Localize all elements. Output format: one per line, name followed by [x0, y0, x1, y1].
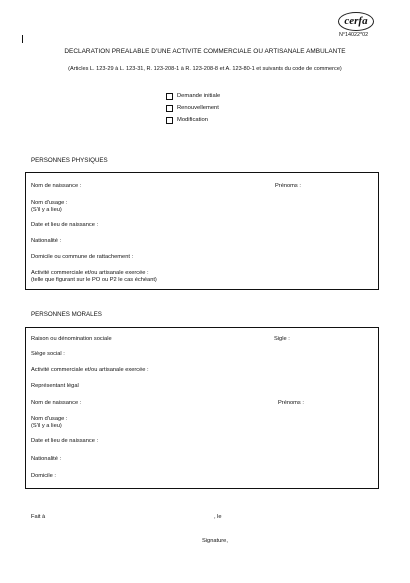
cerfa-logo: cerfa — [338, 12, 374, 31]
field-nationalite[interactable]: Nationalité : — [31, 238, 62, 244]
field-nom-usage[interactable]: Nom d'usage : — [31, 200, 68, 206]
field-nom-naissance[interactable]: Nom de naissance : — [31, 183, 82, 189]
option-label: Renouvellement — [177, 105, 219, 111]
option-renouvellement[interactable] — [166, 105, 219, 113]
option-label: Demande initiale — [177, 93, 221, 99]
section-heading-morales: PERSONNES MORALES — [31, 311, 102, 318]
field-activite[interactable]: Activité commerciale et/ou artisanale exercée : — [31, 270, 149, 276]
field-fait-a[interactable]: Fait à — [31, 514, 46, 520]
field-raison-sociale[interactable]: Raison ou dénomination sociale — [31, 336, 112, 342]
option-modification[interactable] — [166, 117, 208, 125]
field-nom-usage-note: (S'il y a lieu) — [31, 423, 62, 429]
text-cursor — [22, 35, 23, 43]
field-siege-social[interactable]: Siège social : — [31, 351, 65, 357]
field-activite[interactable]: Activité commerciale et/ou artisanale exercée : — [31, 367, 149, 373]
field-nationalite[interactable]: Nationalité : — [31, 456, 62, 462]
field-prenoms[interactable]: Prénoms : — [278, 400, 304, 406]
checkbox[interactable] — [166, 117, 173, 124]
page-title: DECLARATION PREALABLE D'UNE ACTIVITE COMMERCIALE OU ARTISANALE AMBULANTE — [64, 48, 346, 55]
field-representant-legal: Représentant légal — [31, 383, 79, 389]
field-prenoms[interactable]: Prénoms : — [275, 183, 301, 189]
field-domicile[interactable]: Domicile : — [31, 473, 56, 479]
field-nom-usage[interactable]: Nom d'usage : — [31, 416, 68, 422]
page-subtitle: (Articles L. 123-29 à L. 123-31, R. 123-208-1 à R. 123-208-8 et A. 123-80-1 et suivants du code de commerce) — [68, 66, 342, 72]
field-date-le[interactable]: , le — [214, 514, 222, 520]
field-sigle[interactable]: Sigle : — [274, 336, 290, 342]
field-activite-note: (telle que figurant sur le PO ou P2 le cas échéant) — [31, 277, 157, 283]
signature-label: Signature, — [202, 538, 228, 544]
checkbox[interactable] — [166, 93, 173, 100]
option-demande-initiale[interactable] — [166, 93, 220, 101]
form-number: N°14022*02 — [339, 32, 369, 38]
checkbox[interactable] — [166, 105, 173, 112]
option-label: Modification — [177, 117, 208, 123]
morales-box — [25, 327, 379, 489]
section-heading-physiques: PERSONNES PHYSIQUES — [31, 157, 108, 164]
field-date-lieu[interactable]: Date et lieu de naissance : — [31, 222, 99, 228]
field-domicile-rattachement[interactable]: Domicile ou commune de rattachement : — [31, 254, 134, 260]
field-nom-usage-note: (S'il y a lieu) — [31, 207, 62, 213]
field-nom-naissance[interactable]: Nom de naissance : — [31, 400, 82, 406]
field-date-lieu[interactable]: Date et lieu de naissance : — [31, 438, 99, 444]
